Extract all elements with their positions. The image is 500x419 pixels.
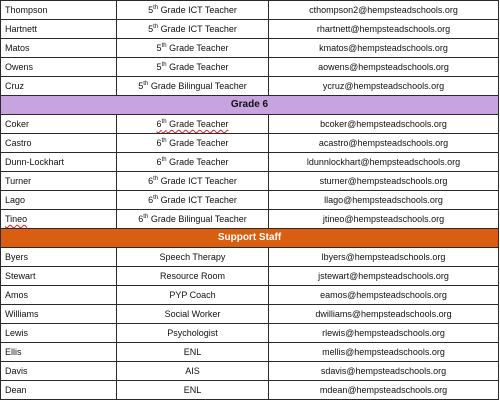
staff-role-cell [117, 153, 269, 172]
staff-email: cthompson2@hempsteadschools.org [309, 5, 458, 15]
staff-row [1, 115, 499, 134]
staff-role-cell [117, 381, 269, 400]
staff-role-cell [117, 191, 269, 210]
staff-role-cell [117, 115, 269, 134]
role-text: Grade ICT Teacher [158, 5, 237, 15]
staff-name: Dean [5, 385, 27, 395]
role-text: 6 [148, 176, 154, 186]
staff-row [1, 134, 499, 153]
staff-role [138, 81, 246, 91]
staff-email: sdavis@hempsteadschools.org [320, 366, 447, 376]
role-text: 5 [148, 5, 154, 15]
staff-name-cell [1, 191, 117, 210]
role-text: Social Worker [164, 309, 221, 319]
staff-name: Hartnett [5, 24, 38, 34]
staff-email-cell [269, 267, 499, 286]
role-text: PYP Coach [169, 290, 216, 300]
role-text: 6 [138, 214, 144, 224]
staff-role-cell [117, 248, 269, 267]
staff-name: Owens [5, 62, 34, 72]
role-text: 6 [148, 195, 154, 205]
staff-role [148, 176, 237, 186]
staff-name: Turner [5, 176, 32, 186]
staff-role [138, 214, 246, 224]
staff-email: bcoker@hempsteadschools.org [320, 119, 447, 129]
role-text: Resource Room [159, 271, 226, 281]
role-text: Grade Teacher [166, 119, 229, 129]
role-text: Grade Teacher [166, 43, 229, 53]
ordinal-suffix: th [153, 5, 159, 11]
ordinal-suffix: th [153, 24, 159, 30]
staff-role-cell [117, 343, 269, 362]
staff-name-cell [1, 324, 117, 343]
staff-email-cell [269, 381, 499, 400]
staff-role [157, 119, 229, 129]
section-header: Grade 6 [1, 96, 499, 115]
ordinal-suffix: th [143, 81, 149, 87]
staff-email-cell [269, 58, 499, 77]
role-text: 6 [156, 119, 162, 129]
staff-name: Amos [5, 290, 29, 300]
staff-name-cell [1, 20, 117, 39]
staff-row [1, 77, 499, 96]
staff-role-cell [117, 39, 269, 58]
role-text: Psychologist [167, 328, 218, 338]
staff-role [184, 385, 202, 395]
role-text: Grade Bilingual Teacher [148, 81, 247, 91]
staff-email-cell [269, 20, 499, 39]
staff-name-cell [1, 305, 117, 324]
staff-row [1, 267, 499, 286]
staff-email: lbyers@hempsteadschools.org [321, 252, 446, 262]
role-text: 5 [156, 43, 162, 53]
staff-name-cell [1, 134, 117, 153]
staff-row [1, 305, 499, 324]
staff-name-cell [1, 286, 117, 305]
staff-name: Cruz [5, 81, 25, 91]
staff-role-cell [117, 305, 269, 324]
staff-role [157, 62, 229, 72]
staff-role [148, 195, 237, 205]
staff-role-cell [117, 267, 269, 286]
staff-name: Stewart [5, 271, 36, 281]
staff-role [157, 43, 229, 53]
staff-email-cell [269, 115, 499, 134]
staff-email-cell [269, 39, 499, 58]
staff-email: jtineo@hempsteadschools.org [322, 214, 445, 224]
staff-name-cell [1, 115, 117, 134]
staff-name-cell [1, 362, 117, 381]
staff-name: Williams [5, 309, 39, 319]
staff-email: llago@hempsteadschools.org [324, 195, 443, 205]
staff-role-cell [117, 58, 269, 77]
staff-email: aowens@hempsteadschools.org [318, 62, 449, 72]
role-text: Grade Bilingual Teacher [148, 214, 247, 224]
staff-name-cell [1, 77, 117, 96]
section-header-row [1, 96, 499, 115]
staff-role [157, 157, 229, 167]
staff-role [165, 309, 221, 319]
staff-email: eamos@hempsteadschools.org [320, 290, 447, 300]
staff-email: sturner@hempsteadschools.org [319, 176, 448, 186]
staff-name: Davis [5, 366, 28, 376]
staff-name-cell [1, 267, 117, 286]
ordinal-suffix: th [161, 138, 167, 144]
role-text: ENL [183, 347, 202, 357]
staff-name-cell [1, 172, 117, 191]
section-header: Support Staff [1, 229, 499, 248]
staff-name: Dunn-Lockhart [5, 157, 65, 167]
ordinal-suffix: th [161, 62, 167, 68]
ordinal-suffix: th [143, 214, 149, 220]
ordinal-suffix: th [153, 195, 159, 201]
staff-row [1, 248, 499, 267]
role-text: 5 [138, 81, 144, 91]
ordinal-suffix: th [153, 176, 159, 182]
staff-role [148, 24, 237, 34]
staff-role [167, 328, 218, 338]
staff-email: rhartnett@hempsteadschools.org [316, 24, 451, 34]
staff-row [1, 381, 499, 400]
staff-email-cell [269, 324, 499, 343]
staff-row [1, 343, 499, 362]
role-text: 6 [156, 157, 162, 167]
staff-name: Matos [5, 43, 30, 53]
ordinal-suffix: th [161, 43, 167, 49]
staff-role-cell [117, 286, 269, 305]
staff-role-cell [117, 210, 269, 229]
staff-email-cell [269, 153, 499, 172]
staff-row [1, 39, 499, 58]
ordinal-suffix: th [161, 119, 167, 125]
role-text: Grade Teacher [166, 138, 229, 148]
staff-email-cell [269, 172, 499, 191]
staff-role-cell [117, 20, 269, 39]
staff-row [1, 324, 499, 343]
staff-role [169, 290, 215, 300]
role-text: 5 [156, 62, 162, 72]
staff-name: Castro [5, 138, 32, 148]
staff-name: Tineo [5, 214, 28, 224]
staff-name: Byers [5, 252, 29, 262]
staff-row [1, 20, 499, 39]
staff-email: mellis@hempsteadschools.org [322, 347, 445, 357]
role-text: 5 [148, 24, 154, 34]
role-text: Grade ICT Teacher [158, 24, 237, 34]
staff-email-cell [269, 191, 499, 210]
role-text: Grade Teacher [166, 157, 229, 167]
staff-name: Lewis [5, 328, 29, 338]
staff-email-cell [269, 77, 499, 96]
staff-row [1, 286, 499, 305]
staff-row [1, 210, 499, 229]
staff-directory-body [1, 1, 499, 400]
staff-row [1, 362, 499, 381]
staff-name-cell [1, 153, 117, 172]
section-header-row [1, 229, 499, 248]
role-text: ENL [183, 385, 202, 395]
staff-row [1, 1, 499, 20]
staff-email: acastro@hempsteadschools.org [318, 138, 449, 148]
staff-role-cell [117, 134, 269, 153]
staff-name-cell [1, 381, 117, 400]
role-text: Grade ICT Teacher [158, 176, 237, 186]
role-text: AIS [185, 366, 200, 376]
ordinal-suffix: th [161, 157, 167, 163]
staff-role [160, 252, 226, 262]
staff-email-cell [269, 343, 499, 362]
staff-role [160, 271, 225, 281]
staff-email: ldunnlockhart@hempsteadschools.org [306, 157, 461, 167]
staff-name: Coker [5, 119, 30, 129]
staff-name: Lago [5, 195, 26, 205]
staff-email-cell [269, 248, 499, 267]
staff-name-cell [1, 39, 117, 58]
staff-role-cell [117, 172, 269, 191]
role-text: Speech Therapy [159, 252, 226, 262]
staff-email: dwilliams@hempsteadschools.org [315, 309, 452, 319]
staff-email-cell [269, 210, 499, 229]
staff-role [148, 5, 237, 15]
staff-role-cell [117, 77, 269, 96]
staff-name-cell [1, 1, 117, 20]
staff-email: ycruz@hempsteadschools.org [322, 81, 445, 91]
staff-email-cell [269, 1, 499, 20]
staff-role-cell [117, 362, 269, 381]
staff-email-cell [269, 134, 499, 153]
staff-role-cell [117, 324, 269, 343]
staff-email: mdean@hempsteadschools.org [319, 385, 448, 395]
staff-name: Ellis [5, 347, 22, 357]
staff-row [1, 172, 499, 191]
staff-email-cell [269, 305, 499, 324]
staff-name-cell [1, 210, 117, 229]
staff-role [184, 347, 202, 357]
staff-name: Thompson [5, 5, 48, 15]
staff-email-cell [269, 362, 499, 381]
staff-name-cell [1, 58, 117, 77]
staff-row [1, 153, 499, 172]
staff-role-cell [117, 1, 269, 20]
staff-role [157, 138, 229, 148]
staff-email: rlewis@hempsteadschools.org [322, 328, 445, 338]
staff-row [1, 191, 499, 210]
staff-email-cell [269, 286, 499, 305]
staff-name-cell [1, 248, 117, 267]
role-text: Grade ICT Teacher [158, 195, 237, 205]
staff-role [185, 366, 200, 376]
staff-row [1, 58, 499, 77]
staff-email: jstewart@hempsteadschools.org [318, 271, 449, 281]
staff-email: kmatos@hempsteadschools.org [319, 43, 448, 53]
role-text: 6 [156, 138, 162, 148]
role-text: Grade Teacher [166, 62, 229, 72]
staff-name-cell [1, 343, 117, 362]
